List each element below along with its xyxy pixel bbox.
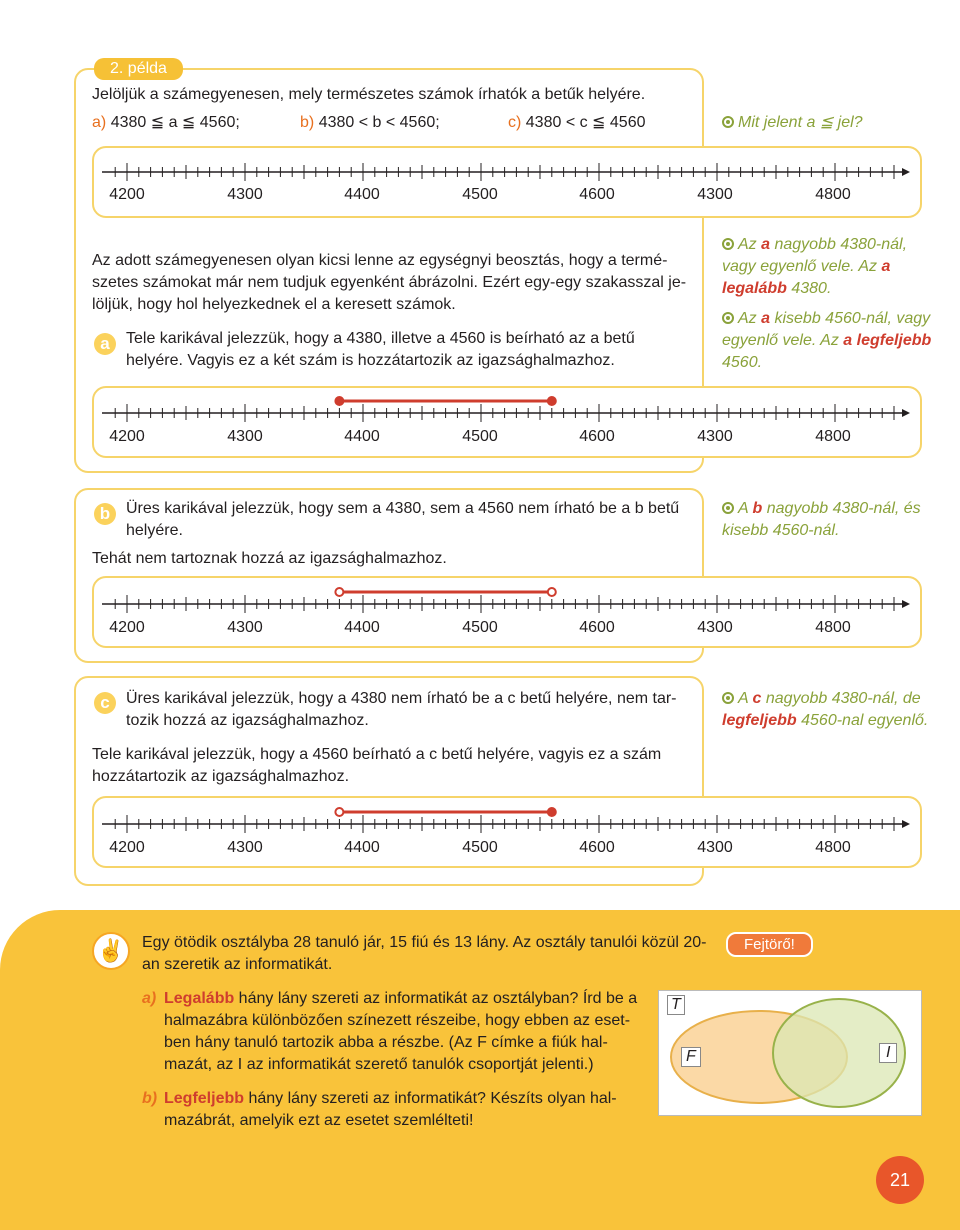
number-line-3-labels	[0, 619, 960, 639]
bullet-icon	[722, 116, 734, 128]
case-a-label: a)	[92, 114, 107, 131]
tick-label: 4300	[697, 428, 733, 445]
part-c-text-2: Tele karikával jelezzük, hogy a 4560 beírható a c betű helyére, vagyis ez a szám hozzátartozik az igazsághalmazhoz.	[92, 746, 662, 785]
example-intro: Jelöljük a számegyenesen, mely természetes számok írhatók a betűk helyére.	[92, 86, 646, 103]
question-a	[142, 988, 642, 1076]
venn-label-t: T	[667, 995, 685, 1015]
tick-label: 4400	[344, 186, 380, 203]
number-line-1-labels	[0, 186, 960, 206]
side-question-text: Mit jelent a ≦ jel?	[738, 114, 863, 131]
question-a-text: hány lány szereti az informatikát az osztályban? Írd be a halmazábra különbözően színezett részeibe, hogy ebben az eset-ben hány tanuló tartozik abba a részbe. (Az F címke a fiúk hal-mazát, az I az informatikát szerető tanulók csoportját jelenti.)	[164, 990, 638, 1073]
part-a-side-1: Az a nagyobb 4380-nál, vagy egyenlő vele. Az a legalább 4380.	[722, 236, 908, 297]
part-c-text-1: Üres karikával jelezzük, hogy a 4380 nem írható be a c betű helyére, nem tar-tozik hozzá az igazsághalmazhoz.	[126, 690, 677, 729]
tick-label: 4600	[579, 619, 615, 636]
question-b-text: hány lány szereti az informatikát? Készíts olyan hal-mazábrát, amelyik ezt az esetet szemlélteti!	[164, 1090, 617, 1129]
case-c	[508, 112, 646, 134]
bullet-icon	[722, 312, 734, 324]
case-a	[92, 112, 240, 134]
example-tag: 2. példa	[94, 58, 183, 80]
tick-label: 4400	[344, 428, 380, 445]
question-b-label: b)	[142, 1090, 158, 1107]
tick-label: 4800	[815, 186, 851, 203]
case-b-label: b)	[300, 114, 315, 131]
bullet-icon	[722, 502, 734, 514]
tick-label: 4500	[462, 839, 498, 856]
case-c-label: c)	[508, 114, 522, 131]
victory-hand-icon: ✌	[92, 932, 130, 970]
tick-label: 4300	[227, 186, 263, 203]
tick-label: 4200	[109, 839, 145, 856]
tick-label: 4500	[462, 428, 498, 445]
puzzle-intro: Egy ötödik osztályba 28 tanuló jár, 15 fiú és 13 lány. Az osztály tanulói közül 20-an szeretik az informatikát.	[142, 934, 707, 973]
part-b-side: A b nagyobb 4380-nál, és kisebb 4560-nál.	[722, 500, 921, 539]
tick-label: 4200	[109, 428, 145, 445]
tick-label: 4800	[815, 428, 851, 445]
tick-label: 4500	[462, 186, 498, 203]
part-a-text: Tele karikával jelezzük, hogy a 4380, illetve a 4560 is beírható az a betű helyére. Vagyis ez a két szám is hozzátartozik az igazsághalmazhoz.	[126, 330, 635, 369]
number-line-4-labels	[0, 839, 960, 859]
question-b	[142, 1088, 642, 1132]
tick-label: 4500	[462, 619, 498, 636]
part-c-badge: c	[94, 692, 116, 714]
number-line-2-labels	[0, 428, 960, 448]
number-line-box-1	[92, 146, 922, 218]
puzzle-badge: Fejtörő!	[726, 932, 813, 957]
tick-label: 4200	[109, 186, 145, 203]
tick-label: 4300	[697, 619, 733, 636]
question-b-bold: Legfeljebb	[164, 1090, 245, 1107]
part-b-text-1: Üres karikával jelezzük, hogy sem a 4380, sem a 4560 nem írható be a b betű helyére.	[126, 500, 680, 539]
tick-label: 4600	[579, 428, 615, 445]
side-question	[722, 112, 863, 134]
part-c-side: A c nagyobb 4380-nál, de legfeljebb 4560-nal egyenlő.	[722, 690, 929, 729]
part-b-text-2: Tehát nem tartoznak hozzá az igazsághalmazhoz.	[92, 550, 447, 567]
tick-label: 4300	[227, 619, 263, 636]
case-a-text: 4380 ≦ a ≦ 4560;	[110, 114, 240, 131]
part-b-badge: b	[94, 503, 116, 525]
tick-label: 4800	[815, 839, 851, 856]
page-number: 21	[876, 1156, 924, 1204]
part-a-side-2: Az a kisebb 4560-nál, vagy egyenlő vele. Az a legfeljebb 4560.	[722, 310, 932, 371]
bullet-icon	[722, 238, 734, 250]
venn-label-f: F	[681, 1047, 701, 1067]
question-a-label: a)	[142, 990, 157, 1007]
tick-label: 4400	[344, 839, 380, 856]
case-c-text: 4380 < c ≦ 4560	[525, 114, 646, 131]
part-a-badge: a	[94, 333, 116, 355]
question-a-bold: Legalább	[164, 990, 235, 1007]
venn-label-i: I	[879, 1043, 897, 1063]
tick-label: 4200	[109, 619, 145, 636]
tick-label: 4600	[579, 186, 615, 203]
tick-label: 4300	[227, 428, 263, 445]
tick-label: 4800	[815, 619, 851, 636]
tick-label: 4300	[227, 839, 263, 856]
bullet-icon	[722, 692, 734, 704]
venn-diagram	[658, 990, 922, 1116]
explanation: Az adott számegyenesen olyan kicsi lenne az egységnyi beosztás, hogy a termé-szetes számokat már nem tudjuk egyenként ábrázolni. Ezért egy-egy szakasszal je-löljük, hogy hol helyezkednek el a keresett számok.	[92, 252, 687, 313]
tick-label: 4300	[697, 186, 733, 203]
case-b	[300, 112, 440, 134]
tick-label: 4600	[579, 839, 615, 856]
tick-label: 4400	[344, 619, 380, 636]
tick-label: 4300	[697, 839, 733, 856]
case-b-text: 4380 < b < 4560;	[318, 114, 440, 131]
